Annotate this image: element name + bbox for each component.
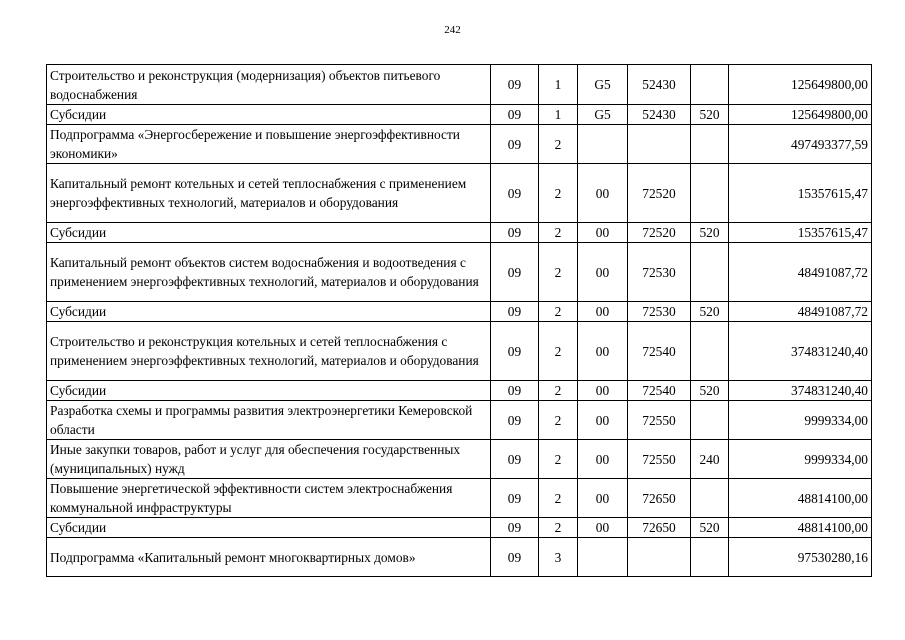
section-code-cell: 09 [491,125,539,164]
row-name-cell: Субсидии [47,223,491,243]
expense-type-cell [691,164,729,223]
program-code-cell: 00 [578,302,628,322]
program-code-cell: 00 [578,322,628,381]
table-row [47,302,872,322]
amount-cell: 497493377,59 [729,125,872,164]
direction-code-cell: 72550 [628,440,691,479]
subsection-code-cell: 3 [539,538,578,577]
table-row [47,243,872,302]
table-row [47,381,872,401]
direction-code-cell: 72540 [628,322,691,381]
expense-type-cell: 520 [691,381,729,401]
amount-cell: 48814100,00 [729,479,872,518]
row-name-cell: Субсидии [47,381,491,401]
section-code-cell: 09 [491,322,539,381]
page-number: 242 [444,24,461,36]
direction-code-cell: 52430 [628,105,691,125]
direction-code-cell [628,125,691,164]
direction-code-cell [628,538,691,577]
expense-type-cell: 520 [691,518,729,538]
program-code-cell: 00 [578,401,628,440]
table-row [47,105,872,125]
section-code-cell: 09 [491,479,539,518]
expense-type-cell [691,479,729,518]
subsection-code-cell: 2 [539,302,578,322]
table-row [47,401,872,440]
program-code-cell: 00 [578,440,628,479]
amount-cell: 9999334,00 [729,440,872,479]
table-row [47,440,872,479]
subsection-code-cell: 1 [539,65,578,105]
section-code-cell: 09 [491,381,539,401]
section-code-cell: 09 [491,105,539,125]
section-code-cell: 09 [491,440,539,479]
program-code-cell: 00 [578,243,628,302]
program-code-cell: 00 [578,479,628,518]
program-code-cell [578,125,628,164]
table-row [47,538,872,577]
expense-type-cell [691,322,729,381]
expense-type-cell: 520 [691,105,729,125]
section-code-cell: 09 [491,65,539,105]
section-code-cell: 09 [491,518,539,538]
direction-code-cell: 72650 [628,518,691,538]
direction-code-cell: 72650 [628,479,691,518]
subsection-code-cell: 2 [539,479,578,518]
direction-code-cell: 72530 [628,243,691,302]
amount-cell: 48814100,00 [729,518,872,538]
subsection-code-cell: 2 [539,125,578,164]
expense-type-cell [691,65,729,105]
direction-code-cell: 72520 [628,164,691,223]
amount-cell: 125649800,00 [729,65,872,105]
program-code-cell: 00 [578,381,628,401]
table-body [47,65,872,577]
subsection-code-cell: 1 [539,105,578,125]
budget-table [46,64,872,577]
table-row [47,65,872,105]
table-row [47,125,872,164]
program-code-cell [578,538,628,577]
row-name-cell: Повышение энергетической эффективности систем электроснабжения коммунальной инфраструктуры [47,479,491,518]
row-name-cell: Субсидии [47,302,491,322]
amount-cell: 48491087,72 [729,243,872,302]
subsection-code-cell: 2 [539,164,578,223]
expense-type-cell [691,538,729,577]
subsection-code-cell: 2 [539,322,578,381]
program-code-cell: 00 [578,164,628,223]
row-name-cell: Подпрограмма «Капитальный ремонт многоквартирных домов» [47,538,491,577]
amount-cell: 48491087,72 [729,302,872,322]
direction-code-cell: 72530 [628,302,691,322]
expense-type-cell: 520 [691,302,729,322]
subsection-code-cell: 2 [539,401,578,440]
row-name-cell: Капитальный ремонт объектов систем водоснабжения и водоотведения с применением энергоэффективных технологий, материалов и оборудования [47,243,491,302]
expense-type-cell [691,125,729,164]
table-row [47,223,872,243]
row-name-cell: Разработка схемы и программы развития электроэнергетики Кемеровской области [47,401,491,440]
direction-code-cell: 72520 [628,223,691,243]
amount-cell: 374831240,40 [729,381,872,401]
program-code-cell: 00 [578,223,628,243]
program-code-cell: G5 [578,105,628,125]
expense-type-cell [691,401,729,440]
amount-cell: 374831240,40 [729,322,872,381]
expense-type-cell: 240 [691,440,729,479]
amount-cell: 125649800,00 [729,105,872,125]
expense-type-cell [691,243,729,302]
amount-cell: 9999334,00 [729,401,872,440]
row-name-cell: Иные закупки товаров, работ и услуг для обеспечения государственных (муниципальных) нужд [47,440,491,479]
direction-code-cell: 72550 [628,401,691,440]
subsection-code-cell: 2 [539,223,578,243]
subsection-code-cell: 2 [539,440,578,479]
amount-cell: 15357615,47 [729,164,872,223]
section-code-cell: 09 [491,164,539,223]
subsection-code-cell: 2 [539,518,578,538]
direction-code-cell: 52430 [628,65,691,105]
section-code-cell: 09 [491,223,539,243]
row-name-cell: Капитальный ремонт котельных и сетей теплоснабжения с применением энергоэффективных технологий, материалов и оборудования [47,164,491,223]
program-code-cell: G5 [578,65,628,105]
section-code-cell: 09 [491,401,539,440]
table-row [47,518,872,538]
row-name-cell: Субсидии [47,105,491,125]
row-name-cell: Строительство и реконструкция котельных и сетей теплоснабжения с применением энергоэффективных технологий, материалов и оборудования [47,322,491,381]
table-row [47,479,872,518]
section-code-cell: 09 [491,302,539,322]
row-name-cell: Субсидии [47,518,491,538]
amount-cell: 97530280,16 [729,538,872,577]
table-row [47,322,872,381]
table-row [47,164,872,223]
section-code-cell: 09 [491,538,539,577]
expense-type-cell: 520 [691,223,729,243]
subsection-code-cell: 2 [539,243,578,302]
subsection-code-cell: 2 [539,381,578,401]
program-code-cell: 00 [578,518,628,538]
amount-cell: 15357615,47 [729,223,872,243]
direction-code-cell: 72540 [628,381,691,401]
row-name-cell: Строительство и реконструкция (модернизация) объектов питьевого водоснабжения [47,65,491,105]
row-name-cell: Подпрограмма «Энергосбережение и повышение энергоэффективности экономики» [47,125,491,164]
section-code-cell: 09 [491,243,539,302]
